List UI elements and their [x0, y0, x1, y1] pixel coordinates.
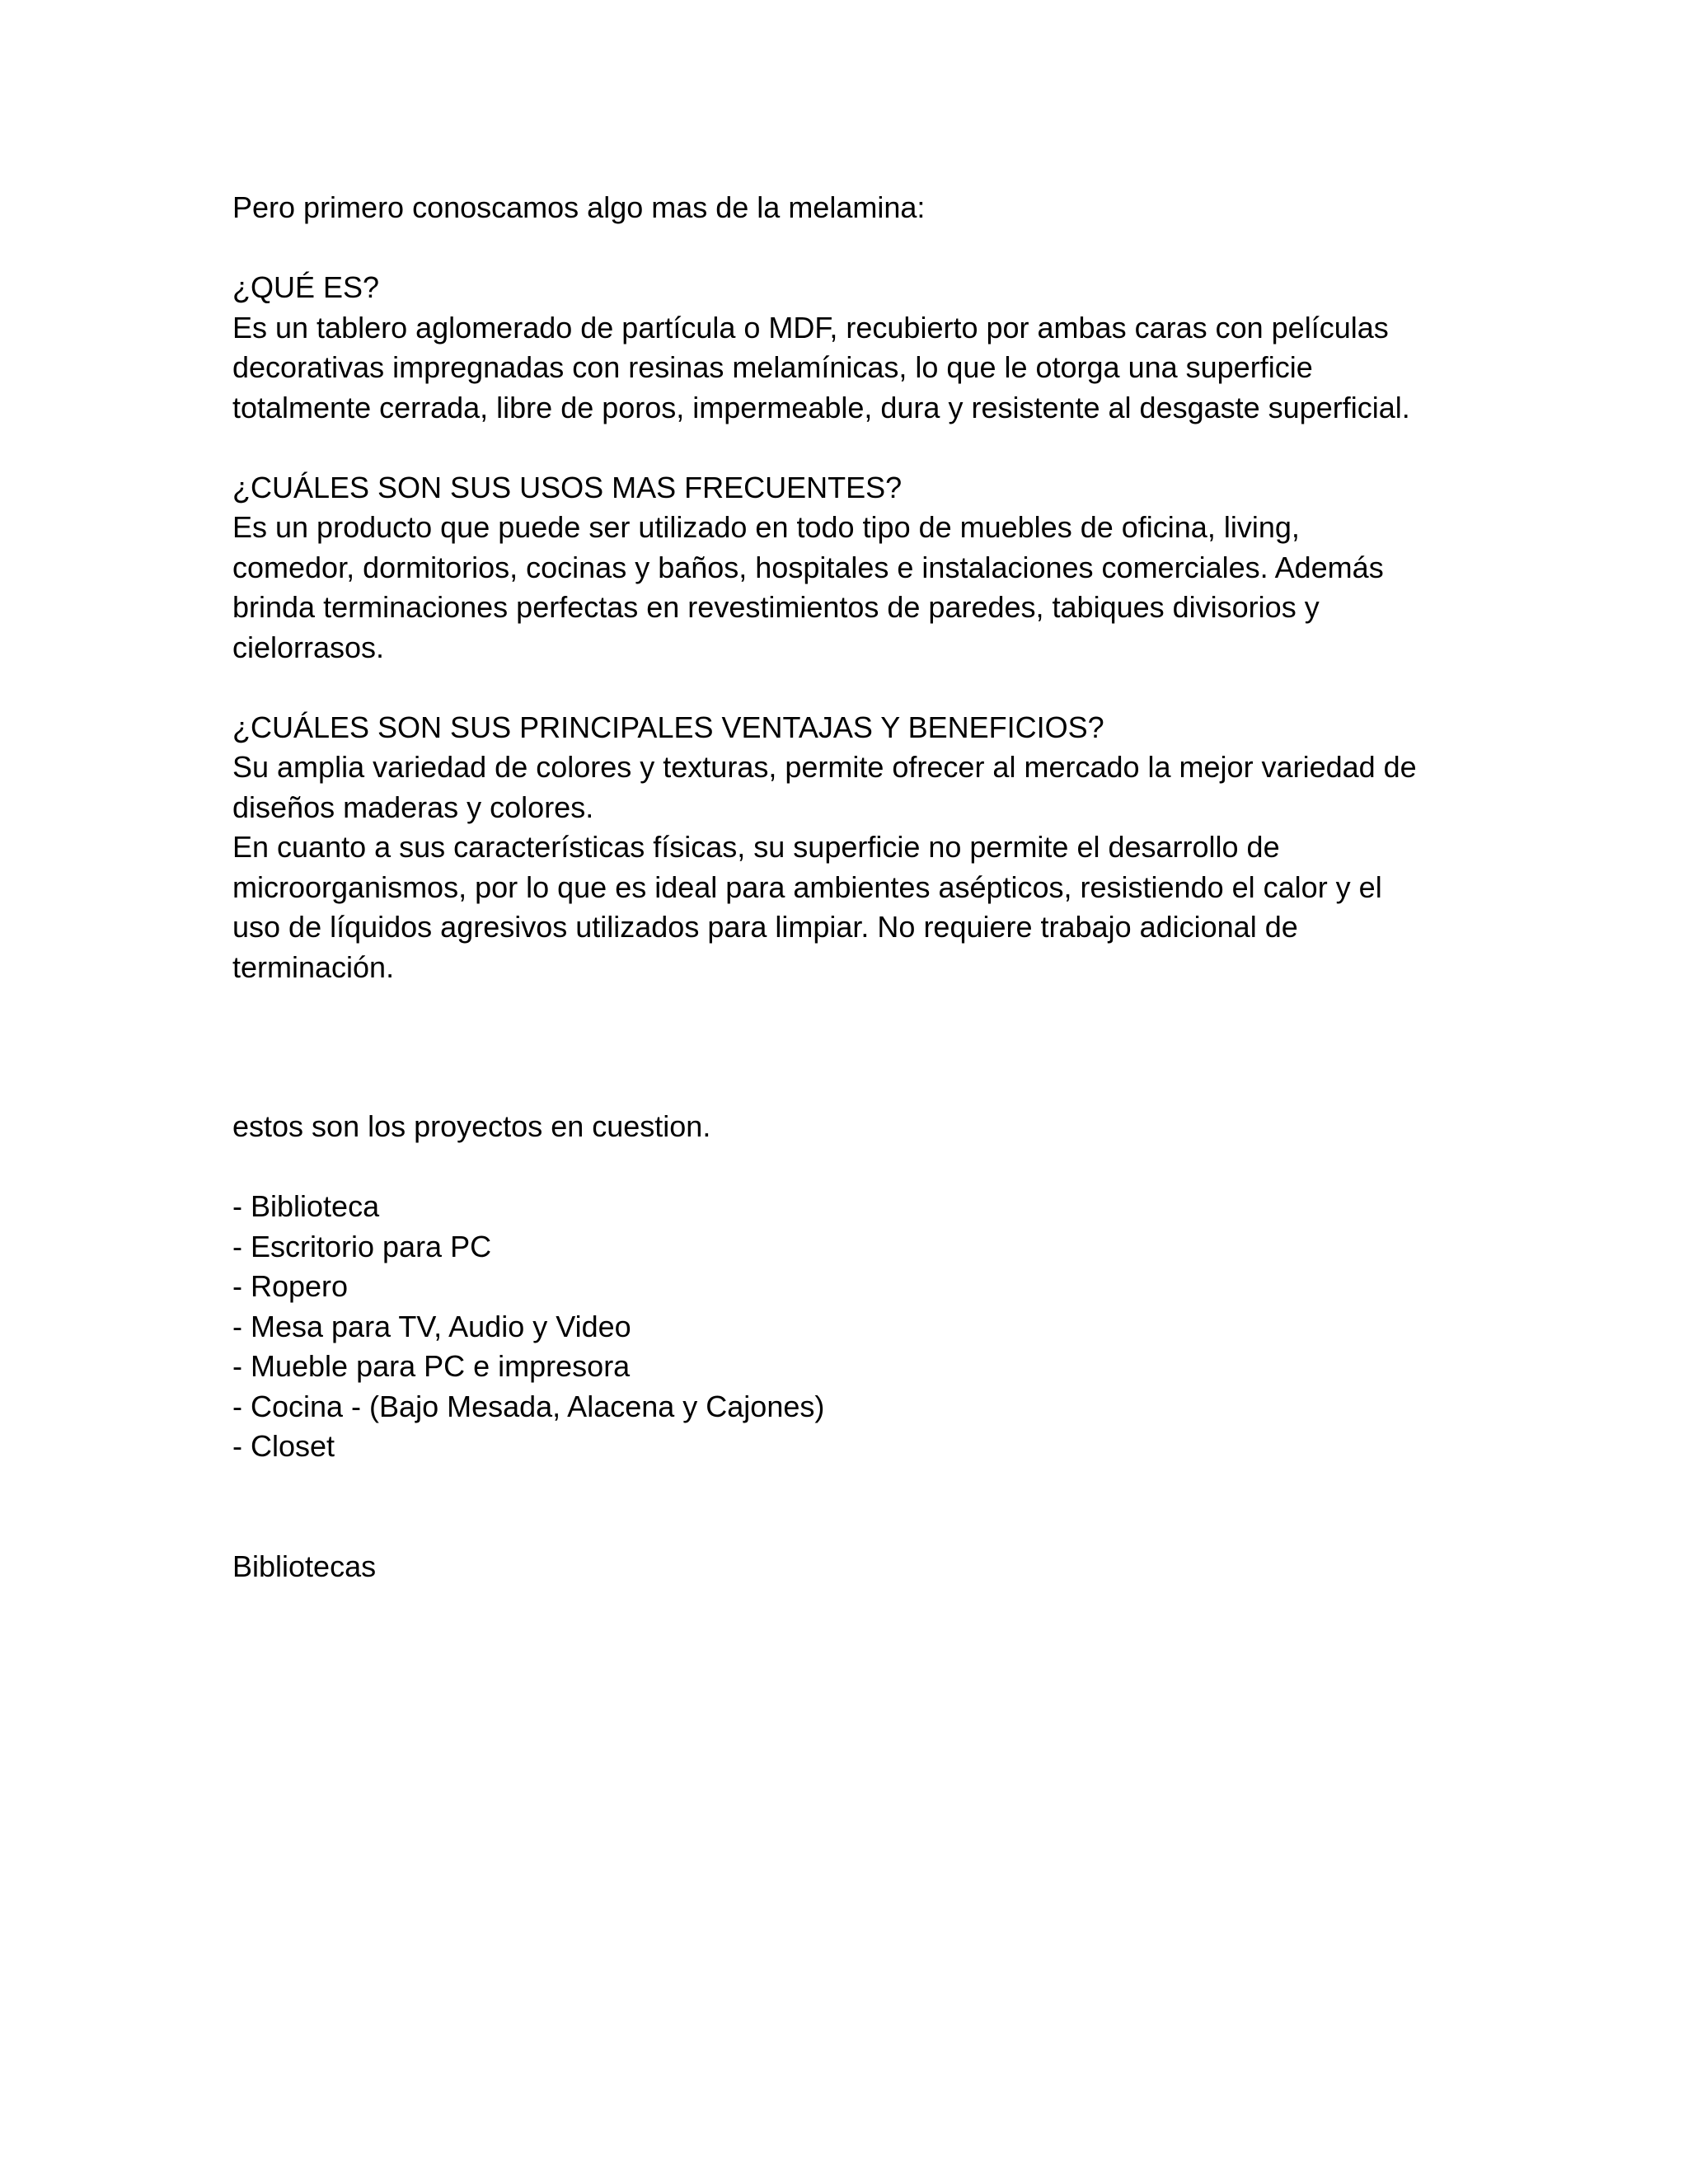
spacer: [232, 428, 1485, 468]
paragraph-line: cielorrasos.: [232, 630, 385, 664]
paragraph-line: uso de líquidos agresivos utilizados para limpiar. No requiere trabajo adicional de: [232, 910, 1298, 944]
paragraph-line: En cuanto a sus características físicas, su superficie no permite el desarrollo de: [232, 830, 1280, 864]
spacer: [232, 228, 1485, 269]
paragraph-line: Es un tablero aglomerado de partícula o MDF, recubierto por ambas caras con películas: [232, 310, 1389, 344]
paragraph-line: brinda terminaciones perfectas en revestimientos de paredes, tabiques divisorios y: [232, 590, 1320, 624]
section-heading-que-es: ¿QUÉ ES?: [232, 270, 380, 304]
paragraph-line: decorativas impregnadas con resinas melamínicas, lo que le otorga una superficie: [232, 350, 1313, 384]
list-item: - Mesa para TV, Audio y Video: [232, 1309, 631, 1343]
next-section-heading: Bibliotecas: [232, 1549, 377, 1583]
section-heading-ventajas: ¿CUÁLES SON SUS PRINCIPALES VENTAJAS Y BENEFICIOS?: [232, 710, 1104, 744]
section-heading-usos: ¿CUÁLES SON SUS USOS MAS FRECUENTES?: [232, 470, 903, 504]
spacer: [232, 668, 1485, 708]
spacer: [232, 1467, 1485, 1547]
list-item: - Escritorio para PC: [232, 1229, 492, 1263]
list-item: - Biblioteca: [232, 1189, 380, 1223]
paragraph-line: comedor, dormitorios, cocinas y baños, hospitales e instalaciones comerciales. Además: [232, 550, 1384, 584]
list-item: - Mueble para PC e impresora: [232, 1349, 631, 1383]
spacer: [232, 987, 1485, 1107]
spacer: [232, 1147, 1485, 1188]
list-item: - Closet: [232, 1429, 335, 1463]
paragraph-line: terminación.: [232, 949, 395, 984]
paragraph-line: microorganismos, por lo que es ideal para ambientes asépticos, resistiendo el calor y el: [232, 869, 1382, 904]
paragraph-line: Es un producto que puede ser utilizado en todo tipo de muebles de oficina, living,: [232, 510, 1300, 544]
projects-list: [232, 1187, 1485, 1467]
list-item: - Cocina - (Bajo Mesada, Alacena y Cajones): [232, 1389, 825, 1423]
paragraph-line: Su amplia variedad de colores y texturas, permite ofrecer al mercado la mejor variedad de: [232, 750, 1417, 784]
paragraph-line: totalmente cerrada, libre de poros, impermeable, dura y resistente al desgaste superficial.: [232, 390, 1410, 424]
intro-paragraph: Pero primero conoscamos algo mas de la melamina:: [232, 190, 926, 224]
document-page: [232, 188, 1485, 1586]
paragraph-line: diseños maderas y colores.: [232, 790, 594, 824]
list-item: - Ropero: [232, 1269, 349, 1303]
projects-intro: estos son los proyectos en cuestion.: [232, 1109, 711, 1143]
